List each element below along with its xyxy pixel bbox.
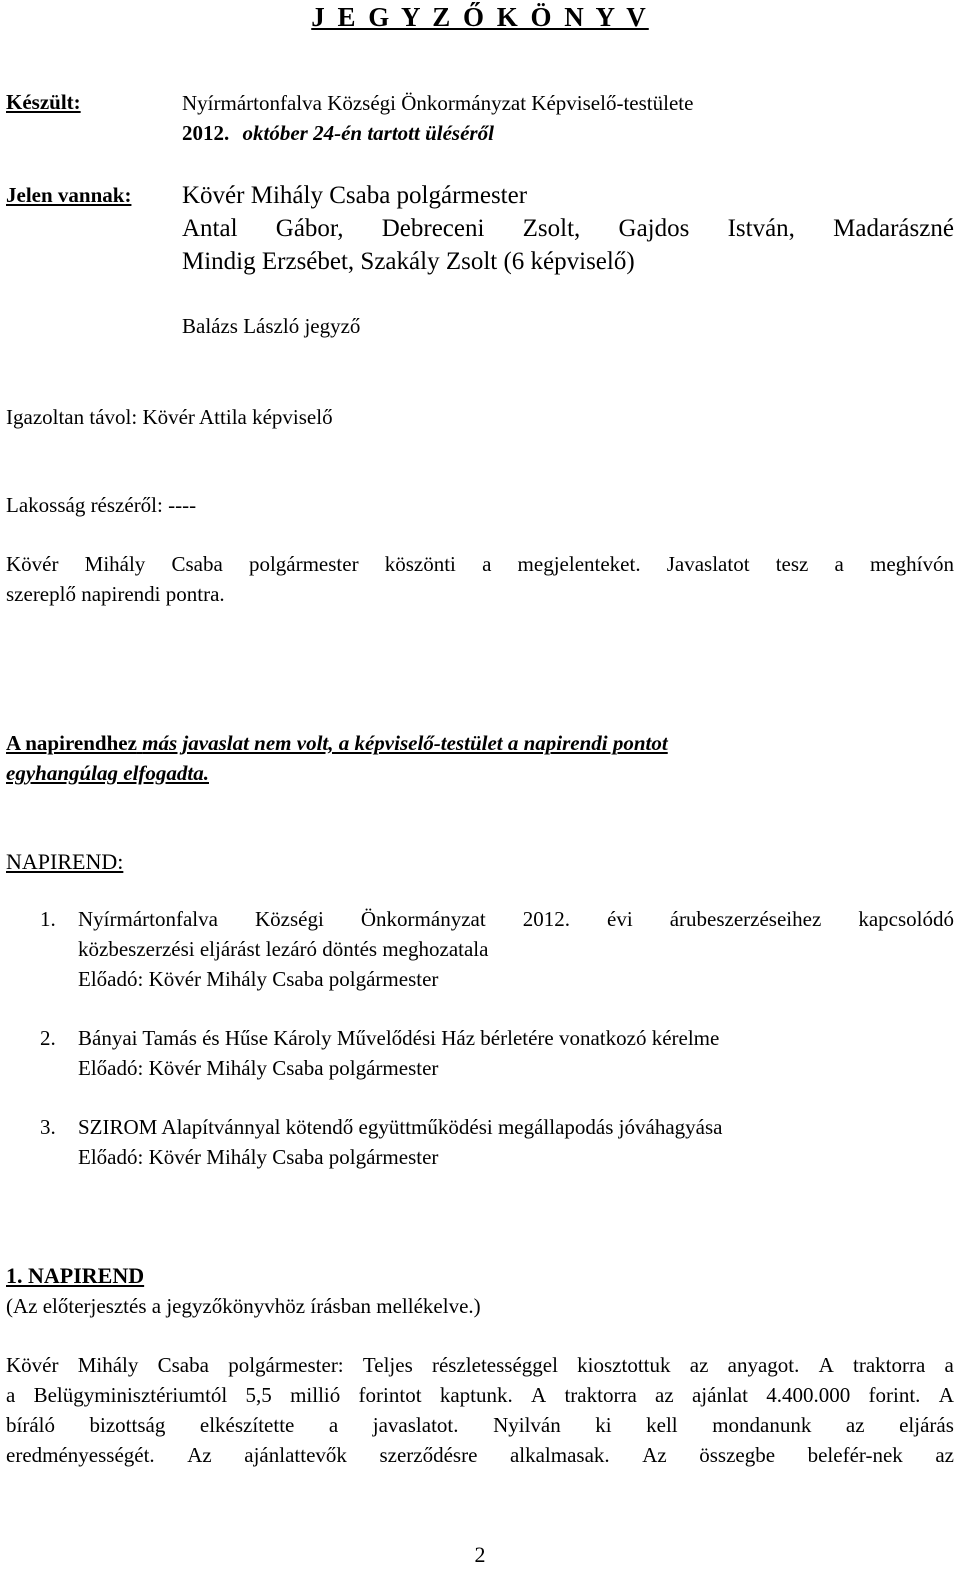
paragraph-word: alkalmasak. bbox=[509, 1443, 610, 1467]
paragraph-word: anyagot. bbox=[727, 1353, 800, 1377]
intro-line-1-word: a bbox=[834, 552, 844, 576]
paragraph-word: az bbox=[845, 1413, 865, 1437]
intro-line-1 bbox=[6, 549, 954, 579]
paragraph-word: belefér-nek bbox=[807, 1443, 903, 1467]
agenda-item-1-line-1 bbox=[78, 904, 954, 934]
paragraph-word: mondanunk bbox=[712, 1413, 812, 1437]
intro-line-1-word: meghívón bbox=[870, 552, 954, 576]
agenda-item-2-presenter: Előadó: Kövér Mihály Csaba polgármester bbox=[78, 1056, 439, 1080]
intro-line-1-word: köszönti bbox=[384, 552, 456, 576]
document-title: J E G Y Z Ő K Ö N Y V bbox=[311, 2, 649, 32]
agenda-heading: NAPIREND: bbox=[6, 849, 124, 874]
agenda-item-1-line-1-word: 2012. bbox=[522, 907, 570, 931]
absent-line: Igazoltan távol: Kövér Attila képviselő bbox=[6, 405, 333, 429]
jelen-line-2-word: Zsolt, bbox=[522, 215, 581, 242]
jelen-line-2-word: István, bbox=[727, 215, 795, 242]
keszult-label: Készült: bbox=[6, 90, 81, 114]
paragraph-word: Belügyminisztériumtól bbox=[33, 1383, 228, 1407]
jelen-line-2 bbox=[182, 212, 954, 245]
paragraph-word: ki bbox=[595, 1413, 612, 1437]
intro-line-1-word: Mihály bbox=[84, 552, 146, 576]
paragraph-word: A bbox=[938, 1383, 954, 1407]
keszult-line-2 bbox=[182, 118, 494, 148]
jelen-line-2-word: Gábor, bbox=[275, 215, 344, 242]
paragraph-line bbox=[6, 1440, 954, 1470]
agenda-item-1-line-1-word: kapcsolódó bbox=[858, 907, 954, 931]
residents-line: Lakosság részéről: ---- bbox=[6, 493, 197, 517]
resolution-plain: A napirendhez bbox=[6, 731, 137, 755]
paragraph-word: eredményességét. bbox=[6, 1443, 155, 1467]
keszult-date: október 24-én tartott üléséről bbox=[242, 121, 494, 145]
paragraph-word: kaptunk. bbox=[439, 1383, 513, 1407]
paragraph-word: ajánlat bbox=[691, 1383, 748, 1407]
paragraph-word: a bbox=[944, 1353, 954, 1377]
jelen-label: Jelen vannak: bbox=[6, 183, 132, 207]
paragraph-word: bíráló bbox=[6, 1413, 55, 1437]
agenda-item-3-num: 3. bbox=[40, 1115, 56, 1139]
paragraph-word: Csaba bbox=[157, 1353, 209, 1377]
intro-line-1-word: megjelenteket. bbox=[517, 552, 641, 576]
paragraph-word: Nyilván bbox=[493, 1413, 561, 1437]
keszult-line-1: Nyírmártonfalva Községi Önkormányzat Képviselő-testülete bbox=[182, 91, 694, 115]
paragraph-word: ajánlattevők bbox=[244, 1443, 347, 1467]
paragraph-word: Mihály bbox=[77, 1353, 139, 1377]
intro-line-2: szereplő napirendi pontra. bbox=[6, 582, 225, 606]
paragraph-word: kiosztottuk bbox=[577, 1353, 671, 1377]
paragraph-word: A bbox=[818, 1353, 834, 1377]
jelen-line-2-word: Madarászné bbox=[833, 215, 954, 242]
resolution-italic: más javaslat nem volt, a képviselő-testület a napirendi pontot bbox=[142, 731, 668, 755]
paragraph-word: összegbe bbox=[699, 1443, 776, 1467]
paragraph-word: a bbox=[6, 1383, 16, 1407]
paragraph-word: A bbox=[531, 1383, 547, 1407]
agenda-item-1-line-1-word: Nyírmártonfalva bbox=[78, 907, 218, 931]
paragraph-word: forint. bbox=[868, 1383, 921, 1407]
agenda-item-3-presenter: Előadó: Kövér Mihály Csaba polgármester bbox=[78, 1145, 439, 1169]
paragraph-word: szerződésre bbox=[379, 1443, 478, 1467]
section-1-note: (Az előterjesztés a jegyzőkönyvhöz írásban mellékelve.) bbox=[6, 1294, 481, 1318]
paragraph-word: az bbox=[935, 1443, 954, 1467]
agenda-item-1-line-2: közbeszerzési eljárást lezáró döntés meghozatala bbox=[78, 937, 489, 961]
paragraph-word: Az bbox=[187, 1443, 212, 1467]
jegyzo-line: Balázs László jegyző bbox=[182, 314, 361, 338]
paragraph-line bbox=[6, 1410, 954, 1440]
paragraph-word: traktorra bbox=[564, 1383, 637, 1407]
paragraph-word: forintot bbox=[358, 1383, 422, 1407]
intro-line-1-word: Kövér bbox=[6, 552, 59, 576]
paragraph-word: polgármester: bbox=[228, 1353, 344, 1377]
paragraph-word: elkészítette bbox=[199, 1413, 295, 1437]
paragraph-word: az bbox=[689, 1353, 709, 1377]
agenda-item-1-num: 1. bbox=[40, 907, 56, 931]
section-1-heading: 1. NAPIREND bbox=[6, 1263, 145, 1288]
paragraph-word: bizottság bbox=[89, 1413, 166, 1437]
keszult-year: 2012. bbox=[182, 121, 230, 145]
jelen-line-2-word: Gajdos bbox=[618, 215, 690, 242]
agenda-item-2-line-1: Bányai Tamás és Hűse Károly Művelődési Ház bérletére vonatkozó kérelme bbox=[78, 1026, 720, 1050]
paragraph-word: a bbox=[328, 1413, 339, 1437]
paragraph-word: az bbox=[655, 1383, 674, 1407]
intro-line-1-word: a bbox=[482, 552, 492, 576]
intro-line-1-word: Javaslatot bbox=[666, 552, 750, 576]
paragraph-line bbox=[6, 1380, 954, 1410]
paragraph-word: traktorra bbox=[853, 1353, 926, 1377]
agenda-item-1-presenter: Előadó: Kövér Mihály Csaba polgármester bbox=[78, 967, 439, 991]
agenda-item-1-line-1-word: Községi bbox=[255, 907, 324, 931]
paragraph-word: Teljes bbox=[362, 1353, 413, 1377]
page-number: 2 bbox=[474, 1542, 486, 1567]
jelen-line-2-word: Debreceni bbox=[381, 215, 485, 242]
agenda-item-1-line-1-word: árubeszerzéseihez bbox=[669, 907, 822, 931]
paragraph-word: javaslatot. bbox=[372, 1413, 459, 1437]
agenda-item-2-num: 2. bbox=[40, 1026, 56, 1050]
paragraph-word: kell bbox=[646, 1413, 678, 1437]
paragraph-word: 5,5 bbox=[245, 1383, 272, 1407]
jelen-line-2-word: Antal bbox=[182, 215, 238, 242]
resolution-line-2: egyhangúlag elfogadta. bbox=[6, 761, 209, 785]
resolution-line-1 bbox=[6, 728, 668, 758]
intro-line-1-word: tesz bbox=[775, 552, 809, 576]
agenda-item-1-line-1-word: Önkormányzat bbox=[360, 907, 486, 931]
paragraph-word: Az bbox=[642, 1443, 667, 1467]
jelen-line-1: Kövér Mihály Csaba polgármester bbox=[182, 182, 528, 209]
agenda-item-3-line-1: SZIROM Alapítvánnyal kötendő együttműködési megállapodás jóváhagyása bbox=[78, 1115, 723, 1139]
paragraph-word: részletességgel bbox=[431, 1353, 558, 1377]
paragraph-line bbox=[6, 1350, 954, 1380]
intro-line-1-word: Csaba bbox=[171, 552, 223, 576]
agenda-item-1-line-1-word: évi bbox=[607, 907, 633, 931]
paragraph-word: millió bbox=[290, 1383, 341, 1407]
paragraph-word: eljárás bbox=[899, 1413, 954, 1437]
paragraph-word: Kövér bbox=[6, 1353, 59, 1377]
intro-line-1-word: polgármester bbox=[248, 552, 359, 576]
jelen-line-3: Mindig Erzsébet, Szakály Zsolt (6 képviselő) bbox=[182, 248, 635, 275]
paragraph-word: 4.400.000 bbox=[766, 1383, 851, 1407]
